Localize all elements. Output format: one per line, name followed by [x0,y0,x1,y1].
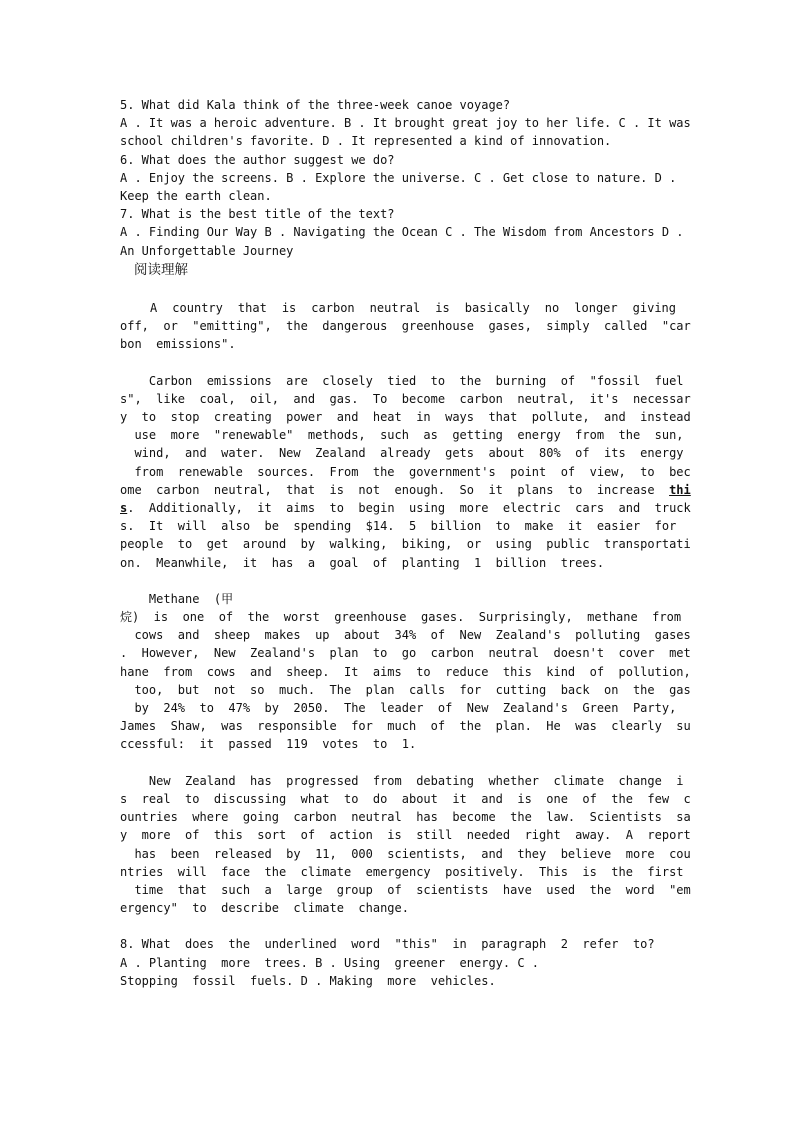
question-8-block [120,935,676,990]
spacer [120,572,676,590]
questions-5-7 [120,96,691,260]
paragraph-line: y more of this sort of action is still needed right away. A report [120,828,691,843]
paragraph-line: A country that is carbon neutral is basically no longer giving [120,300,676,315]
paragraph-3 [120,590,691,754]
question-5-options-cont: school children's favorite. D . It represented a kind of innovation. [120,134,612,149]
paragraph-1 [120,299,691,354]
paragraph-line: Carbon emissions are closely tied to the burning of "fossil fuel [120,373,684,388]
underlined-word-this: thi [669,482,691,497]
question-8: 8. What does the underlined word "this" in paragraph 2 refer to? [120,937,655,952]
question-8-options: A . Planting more trees. B . Using greener energy. C . [120,955,540,970]
paragraph-line: James Shaw, was responsible for much of the plan. He was clearly su [120,719,691,734]
document-page [120,96,691,990]
underlined-word-this-end: s [120,500,128,515]
paragraph-line: hane from cows and sheep. It aims to reduce this kind of pollution, [120,664,691,679]
paragraph-line-with-underline [120,499,691,517]
paragraph-line: . However, New Zealand's plan to go carbon neutral doesn't cover met [120,646,691,661]
question-8-options-cont: Stopping fossil fuels. D . Making more vehicles. [120,973,496,988]
paragraph-line: from renewable sources. From the government's point of view, to bec [120,464,691,479]
paragraph-line: cows and sheep makes up about 34% of New Zealand's polluting gases [120,628,691,643]
question-5: 5. What did Kala think of the three-week canoe voyage? [120,98,511,112]
paragraph-line: ergency" to describe climate change. [120,901,409,916]
paragraph-line: wind, and water. New Zealand already gets about 80% of its energy [120,446,684,461]
spacer [120,353,676,371]
paragraph-line: s", like coal, oil, and gas. To become carbon neutral, it's necessar [120,391,691,406]
paragraph-line: people to get around by walking, biking, or using public transportati [120,537,691,552]
paragraph-2 [120,372,691,572]
spacer [120,917,676,935]
paragraph-line: ountries where going carbon neutral has become the law. Scientists sa [120,810,691,825]
paragraph-line: has been released by 11, 000 scientists, and they believe more cou [120,846,691,861]
paragraph-line: bon emissions". [120,337,236,352]
question-7-options: A . Finding Our Way B . Navigating the Ocean C . The Wisdom from Ancestors D . [120,225,684,240]
question-7: 7. What is the best title of the text? [120,207,395,222]
paragraph-line: s real to discussing what to do about it and is one of the few c [120,791,691,806]
paragraph-line: use more "renewable" methods, such as getting energy from the sun, [120,428,684,443]
paragraph-line: too, but not so much. The plan calls for cutting back on the gas [120,682,691,697]
question-6-options: A . Enjoy the screens. B . Explore the universe. C . Get close to nature. D . [120,170,677,185]
paragraph-line: ccessful: it passed 119 votes to 1. [120,737,417,752]
spacer [120,754,676,772]
question-6: 6. What does the author suggest we do? [120,152,395,167]
paragraph-line: by 24% to 47% by 2050. The leader of New Zealand's Green Party, [120,701,677,715]
paragraph-line: on. Meanwhile, it has a goal of planting 1 billion trees. [120,555,605,570]
paragraph-line: New Zealand has progressed from debating whether climate change i [120,773,684,788]
paragraph-line: Methane (甲 [120,591,234,606]
paragraph-line: ntries will face the climate emergency positively. This is the first [120,864,684,879]
question-7-options-cont: An Unforgettable Journey [120,243,294,258]
paragraph-line: y to stop creating power and heat in ways that pollute, and instead [120,410,691,424]
paragraph-4 [120,772,691,918]
question-6-options-cont: Keep the earth clean. [120,188,272,203]
paragraph-line: time that such a large group of scientists have used the word "em [120,882,691,897]
question-5-options: A . It was a heroic adventure. B . It brought great joy to her life. C . It was [120,116,691,131]
paragraph-line: off, or "emitting", the dangerous greenhouse gases, simply called "car [120,319,691,334]
spacer [120,281,676,299]
paragraph-text: . Additionally, it aims to begin using more electric cars and truck [127,500,691,515]
paragraph-line-with-underline [120,481,691,499]
section-heading: 阅读理解 [134,261,188,278]
paragraph-line: 烷) is one of the worst greenhouse gases. Surprisingly, methane from [120,610,682,625]
paragraph-text: ome carbon neutral, that is not enough. So it plans to increase [120,482,670,497]
paragraph-line: s. It will also be spending $14. 5 billion to make it easier for [120,519,677,534]
